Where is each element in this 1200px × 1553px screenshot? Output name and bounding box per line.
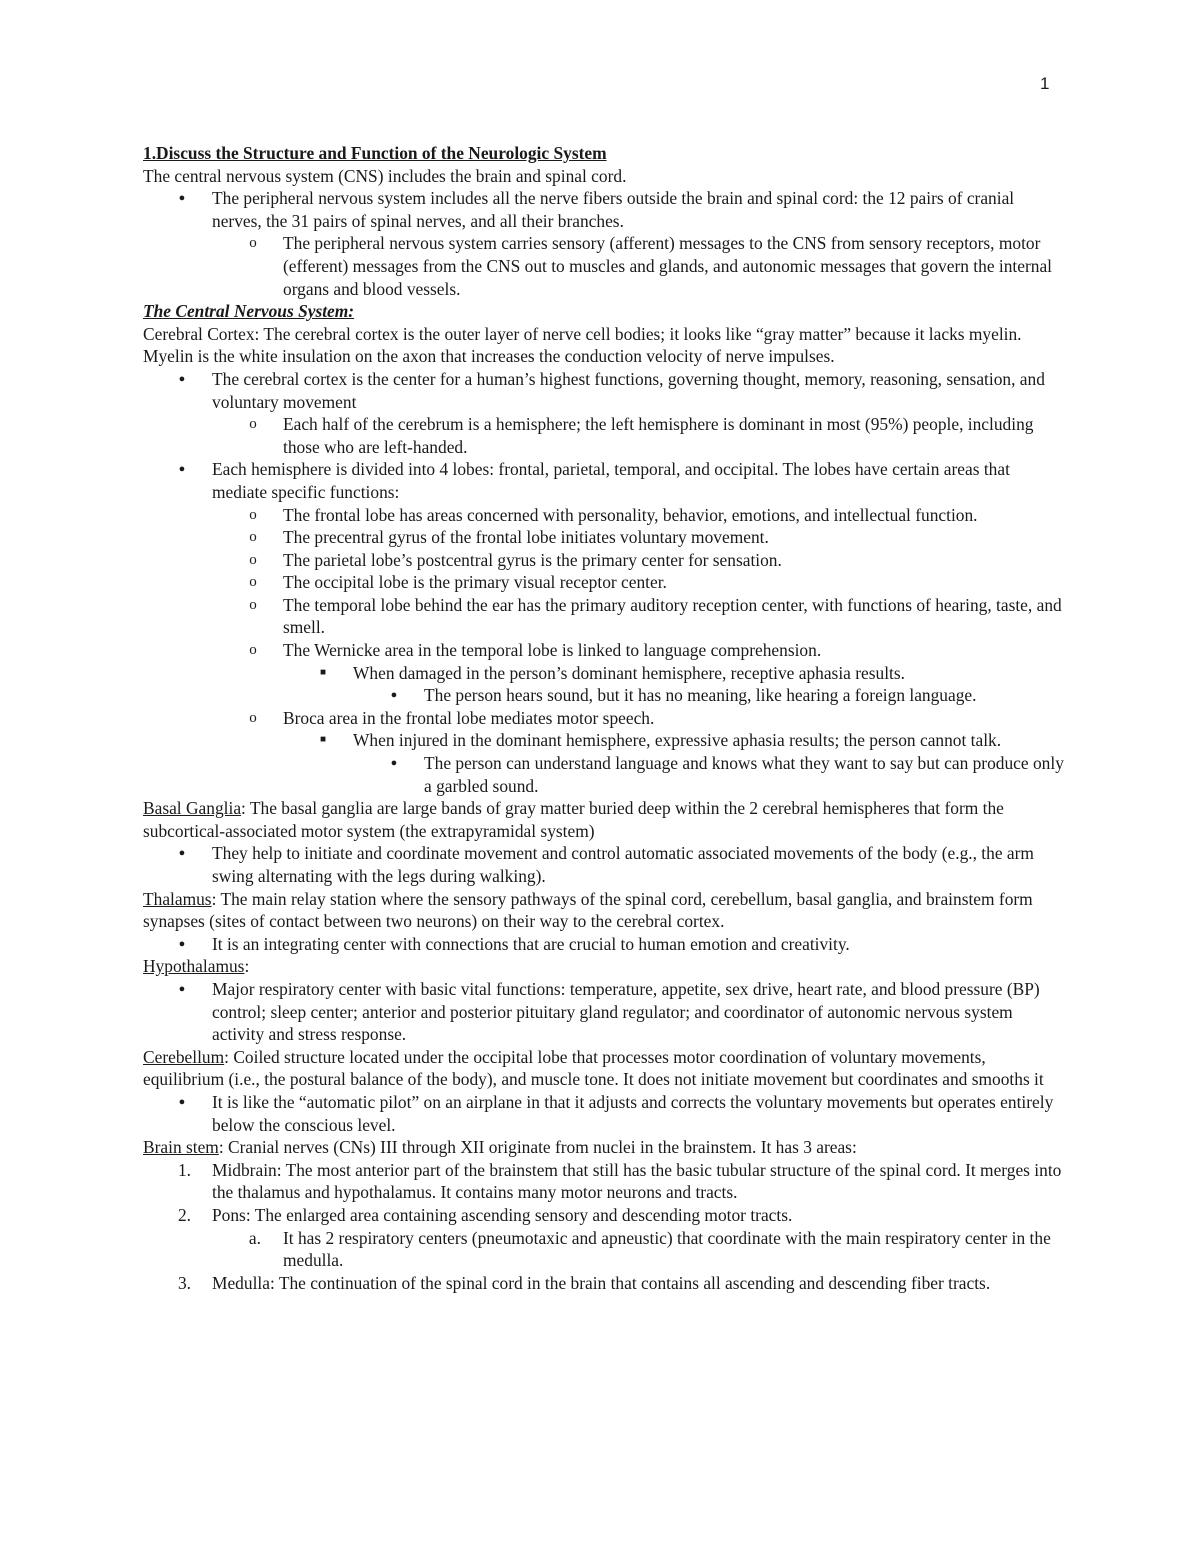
line-text: When injured in the dominant hemisphere, expressive aphasia results; the person cannot talk. <box>353 730 1002 751</box>
line-text: Pons: The enlarged area containing ascending sensory and descending motor tracts. <box>212 1204 793 1225</box>
line-text: The occipital lobe is the primary visual receptor center. <box>283 572 667 593</box>
list-item <box>143 368 1068 413</box>
term-label: Thalamus <box>143 888 212 909</box>
body-paragraph <box>143 165 1068 188</box>
bullet-icon: ● <box>178 192 186 205</box>
line-text: The parietal lobe’s postcentral gyrus is the primary center for sensation. <box>283 549 782 570</box>
line-text: The peripheral nervous system includes all the nerve fibers outside the brain and spinal cord: the 12 pairs of cranial nerves, the 31 pairs of spinal nerves, and all their branches. <box>212 188 1015 231</box>
line-text: When damaged in the person’s dominant hemisphere, receptive aphasia results. <box>353 662 905 683</box>
line-text: The central nervous system (CNS) includes the brain and spinal cord. <box>143 165 627 186</box>
list-item <box>143 413 1068 458</box>
bullet-icon: o <box>249 709 257 726</box>
line-text: The peripheral nervous system carries sensory (afferent) messages to the CNS from sensory receptors, motor (efferent) messages from the CNS out to muscles and glands, and autonomic messages that govern the internal organs and blood vessels. <box>283 233 1053 299</box>
line-text: Major respiratory center with basic vital functions: temperature, appetite, sex drive, heart rate, and blood pressure (BP) control; sleep center; anterior and posterior pituitary gland regulator; and coordinator of autonomic nervous system activity and stress response. <box>212 978 1040 1045</box>
bullet-icon: ● <box>178 463 186 476</box>
line-text: The temporal lobe behind the ear has the primary auditory reception center, with functions of hearing, taste, and smell. <box>283 594 1062 638</box>
list-item <box>143 571 1068 594</box>
list-item <box>143 684 1068 707</box>
line-text: Midbrain: The most anterior part of the brainstem that still has the basic tubular structure of the spinal cord. It merges into the thalamus and hypothalamus. It contains many motor neurons and tracts. <box>212 1159 1062 1203</box>
bullet-icon: ● <box>178 847 186 860</box>
bullet-icon: o <box>249 596 257 613</box>
bullet-icon: o <box>249 642 257 659</box>
list-item <box>143 1272 1068 1295</box>
section-heading <box>143 300 1068 323</box>
list-number: a. <box>248 1227 261 1248</box>
bullet-icon: o <box>249 416 257 433</box>
line-text: Each hemisphere is divided into 4 lobes: frontal, parietal, temporal, and occipital. The lobes have certain areas that mediate specific functions: <box>212 459 1010 502</box>
line-text: The cerebral cortex is the center for a human’s highest functions, governing thought, memory, reasoning, sensation, and voluntary movement <box>212 368 1045 412</box>
bullet-icon: ■ <box>319 666 327 678</box>
list-number: 1. <box>177 1159 191 1180</box>
list-number: 2. <box>177 1204 191 1225</box>
line-text: The person can understand language and knows what they want to say but can produce only a garbled sound. <box>424 753 1064 796</box>
line-text: Broca area in the frontal lobe mediates motor speech. <box>283 707 655 728</box>
list-item <box>143 1227 1068 1272</box>
line-text: The Central Nervous System: <box>143 301 355 322</box>
list-item <box>143 594 1068 639</box>
line-text: Each half of the cerebrum is a hemisphere; the left hemisphere is dominant in most (95%) people, including those who are left-handed. <box>283 414 1034 457</box>
line-text: The Wernicke area in the temporal lobe is linked to language comprehension. <box>283 640 822 661</box>
bullet-icon: o <box>249 574 257 591</box>
term-label: Cerebellum <box>143 1046 225 1067</box>
line-text: It is like the “automatic pilot” on an airplane in that it adjusts and corrects the voluntary movements but operates entirely below the conscious level. <box>212 1091 1054 1135</box>
term-paragraph <box>143 955 1068 978</box>
bullet-icon: o <box>249 551 257 568</box>
term-label: Basal Ganglia <box>143 798 242 819</box>
body-paragraph <box>143 323 1068 368</box>
bullet-icon: ● <box>178 937 186 950</box>
term-paragraph <box>143 797 1068 842</box>
bullet-icon: ● <box>178 1095 186 1108</box>
line-text: The person hears sound, but it has no meaning, like hearing a foreign language. <box>424 685 977 706</box>
bullet-icon: ■ <box>319 734 327 746</box>
page-number: 1 <box>1040 74 1050 93</box>
list-item <box>143 1159 1068 1204</box>
bullet-icon: ● <box>390 757 398 770</box>
list-item <box>143 752 1068 797</box>
line-text: : <box>244 956 250 977</box>
list-item <box>143 933 1068 956</box>
list-number: 3. <box>177 1272 191 1293</box>
term-paragraph <box>143 1136 1068 1159</box>
term-paragraph <box>143 1046 1068 1091</box>
line-text: They help to initiate and coordinate movement and control automatic associated movements of the body (e.g., the arm swing alternating with the legs during walking). <box>212 843 1034 886</box>
line-text: Medulla: The continuation of the spinal cord in the brain that contains all ascending and descending fiber tracts. <box>212 1272 991 1293</box>
bullet-icon: o <box>249 506 257 523</box>
line-text: The precentral gyrus of the frontal lobe initiates voluntary movement. <box>283 527 769 548</box>
list-item <box>143 1204 1068 1227</box>
term-label: Hypothalamus <box>143 956 245 977</box>
list-item <box>143 549 1068 572</box>
list-item <box>143 232 1068 300</box>
bullet-icon: ● <box>390 689 398 702</box>
list-item <box>143 526 1068 549</box>
list-item <box>143 707 1068 730</box>
line-text: : The main relay station where the sensory pathways of the spinal cord, cerebellum, basal ganglia, and brainstem form synapses (sites of contact between two neurons) on their way to the cerebral cortex. <box>143 888 1033 932</box>
list-item <box>143 458 1068 503</box>
term-paragraph <box>143 888 1068 933</box>
line-text: The frontal lobe has areas concerned with personality, behavior, emotions, and intellectual function. <box>283 504 978 525</box>
list-item <box>143 729 1068 752</box>
document-title <box>143 142 1068 165</box>
line-text: It has 2 respiratory centers (pneumotaxic and apneustic) that coordinate with the main respiratory center in the medulla. <box>283 1227 1051 1271</box>
bullet-icon: o <box>249 235 257 252</box>
list-item <box>143 187 1068 232</box>
line-text: : Cranial nerves (CNs) III through XII originate from nuclei in the brainstem. It has 3 areas: <box>218 1137 857 1158</box>
list-item <box>143 504 1068 527</box>
list-item <box>143 842 1068 887</box>
line-text: : Coiled structure located under the occipital lobe that processes motor coordination of voluntary movements, equilibrium (i.e., the postural balance of the body), and muscle tone. It does not initiate movement but coordinates and smooths it <box>143 1046 1044 1090</box>
line-text: Cerebral Cortex: The cerebral cortex is the outer layer of nerve cell bodies; it looks like “gray matter” because it lacks myelin. Myelin is the white insulation on the axon that increases the conduction velocity of nerve impulses. <box>143 323 1022 367</box>
line-text: : The basal ganglia are large bands of gray matter buried deep within the 2 cerebral hemispheres that form the subcortical-associated motor system (the extrapyramidal system) <box>143 798 1004 841</box>
list-item <box>143 978 1068 1046</box>
list-item <box>143 1091 1068 1136</box>
bullet-icon: o <box>249 529 257 546</box>
list-item <box>143 662 1068 685</box>
line-text: It is an integrating center with connections that are crucial to human emotion and creativity. <box>212 933 850 954</box>
document-body <box>143 142 1068 1294</box>
list-item <box>143 639 1068 662</box>
term-label: Brain stem <box>143 1137 219 1158</box>
bullet-icon: ● <box>178 982 186 995</box>
bullet-icon: ● <box>178 372 186 385</box>
line-text: 1.Discuss the Structure and Function of the Neurologic System <box>143 143 607 163</box>
